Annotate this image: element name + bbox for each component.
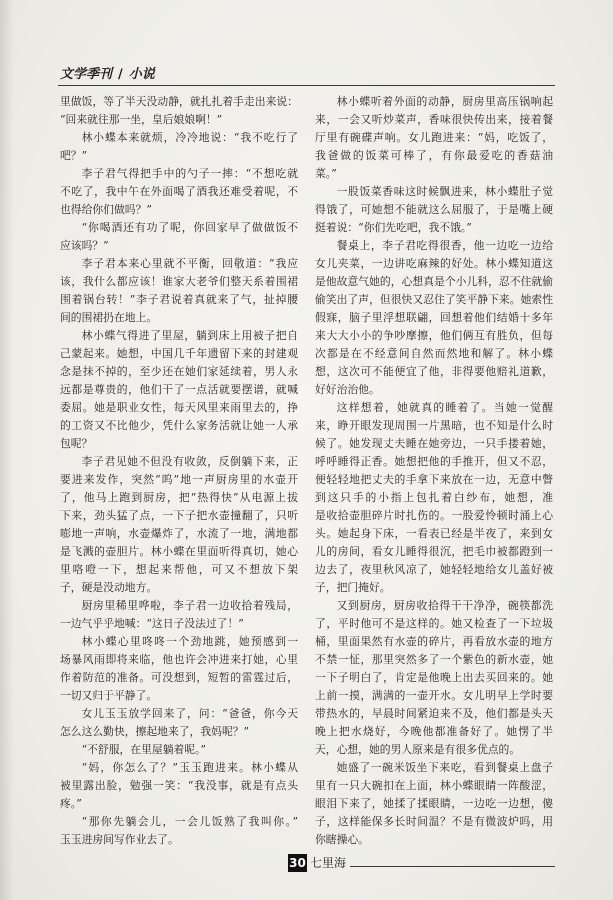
text-line: 又到厨房，厨房收拾得干干净净，碗筷都洗	[336, 599, 553, 612]
text-line: 一下子明白了，肯定是他晚上出去买回来的。她	[315, 671, 553, 684]
paragraph	[315, 597, 553, 759]
text-line: 玉玉进房间写作业去了。	[60, 833, 179, 846]
text-line: 下来，劲头猛了点，一下子把水壶撞翻了，只听	[60, 509, 298, 522]
text-line: 远都是尊贵的，他们干了一点活就要摆谱，就喊	[60, 383, 298, 396]
paragraph	[315, 93, 553, 183]
text-line: 头。她起身下床，一看表已经是半夜了，来到女	[315, 527, 553, 540]
text-line: 己蒙起来。她想，中国几千年遗留下来的封建观	[60, 347, 298, 360]
text-line: 她盛了一碗米饭坐下来吃，看到餐桌上盘子	[336, 761, 553, 774]
text-line: 场暴风雨即将来临，他也许会冲进来打她，心里	[60, 653, 298, 666]
text-line: 子，硬是没动地方。	[60, 581, 158, 594]
text-line: 林小蝶听着外面的动静，厨房里高压锅响起	[336, 95, 553, 108]
paragraph	[60, 327, 298, 453]
text-line: 上前一摸，满满的一壶开水。女儿明早上学时要	[315, 689, 553, 702]
text-line: 不吃了，我中午在外面喝了酒我还难受着呢，不	[60, 185, 298, 198]
text-line: 一切又归于平静了。	[60, 689, 158, 702]
paragraph	[60, 741, 298, 759]
paragraph	[60, 129, 298, 165]
paragraph	[60, 759, 298, 813]
text-line: 来，一会又听炒菜声，香味很快传出来，接着餐	[315, 113, 553, 126]
text-line: 委屈。她是职业女性，每天风里来雨里去的，挣	[60, 401, 298, 414]
text-line: 挺着说：“你们先吃吧，我不饿。”	[315, 221, 472, 234]
text-line: 里咯噔一下，想起来帮他，可又不想放下架	[60, 563, 298, 576]
text-line: 被里露出脸，勉强一笑：“我没事，就是有点头	[60, 779, 298, 792]
magazine-name: 文学季刊	[60, 67, 113, 82]
text-line: 呼呼睡得正香。她想把他的手推开，但又不忍，	[315, 455, 553, 468]
paragraph	[60, 93, 298, 129]
text-line: 一边气乎乎地喊：“这日子没法过了！”	[60, 617, 244, 630]
text-line: 菜。”	[315, 167, 337, 180]
section-name: 小说	[128, 67, 155, 82]
text-line: 李子君见她不但没有收敛，反倒躺下来，正	[81, 455, 298, 468]
text-line: “不舒服，在里屋躺着呢。”	[81, 743, 206, 756]
text-line: 晚上把水烧好，今晚他都准备好了。她愣了半	[315, 725, 553, 738]
text-line: 儿的房间，看女儿睡得很沉，把毛巾被都蹬到一	[315, 545, 553, 558]
text-line: 林小蝶气得进了里屋，躺到床上用被子把自	[81, 329, 298, 342]
text-line: 了，他马上跑到厨房，把“热得快”从电源上拔	[60, 491, 298, 504]
text-line: 也得给你们做吗？”	[60, 203, 152, 216]
text-line: 女儿玉玉放学回来了，问：“爸爸，你今天	[81, 707, 298, 720]
text-line: “那你先躺会儿，一会儿饭熟了我叫你。”	[81, 815, 298, 828]
text-line: 林小蝶心里咚咚一个劲地跳，她预感到一	[81, 635, 298, 648]
text-line: 厅里有碗碟声响。女儿跑进来：“妈，吃饭了，	[315, 131, 553, 144]
text-line: 想，这次可不能便宜了他，非得要他赔礼道歉，	[315, 365, 553, 378]
running-header	[60, 63, 155, 82]
text-line: 是他故意气她的，心想真是个小儿科，忍不住就偷	[315, 275, 553, 288]
paragraph	[315, 759, 553, 849]
text-line: 里有一只大碗扣在上面，林小蝶眼睛一阵酸涩，	[315, 779, 553, 792]
text-line: 林小蝶本来就烦，冷冷地说：“我不吃行了	[81, 131, 298, 144]
header-separator: /	[118, 67, 123, 82]
page-number: 30	[289, 856, 306, 870]
text-line: “妈，你怎么了？”玉玉跑进来。林小蝶从	[81, 761, 298, 774]
text-line: 好好治治他。	[315, 383, 380, 396]
text-line: 这样想着，她就真的睡着了。当她一觉醒	[336, 401, 553, 414]
text-line: 偷笑出了声，但很快又忍住了笑平静下来。她索性	[315, 293, 553, 306]
text-line: 李子君本来心里就不平衡，回敬道：“我应	[81, 257, 298, 270]
text-line: 不禁一怔，那里突然多了一个紫色的新水壶，她	[315, 653, 553, 666]
text-line: 要进来发作，突然“呜”地一声厨房里的水壶开	[60, 473, 298, 486]
text-line: 是收拾壶胆碎片时扎伤的。一股爱怜顿时涌上心	[315, 509, 553, 522]
paragraph	[60, 165, 298, 219]
text-line: 围着锅台转！”李子君说着真就来了气，扯掉腰	[60, 293, 298, 306]
text-line: 候了。她发现丈夫睡在她旁边，一只手搂着她，	[315, 437, 553, 450]
paragraph	[315, 237, 553, 399]
text-line: 该，我什么都应该！谁家大老爷们整天系着围裙	[60, 275, 298, 288]
text-line: 桶，里面果然有水壶的碎片，再看放水壶的地方	[315, 635, 553, 648]
text-line: 子，这样能保多长时间温？不是有微波炉吗，用	[315, 815, 553, 828]
text-line: 眼泪下来了，她揉了揉眼睛，一边吃一边想，傻	[315, 797, 553, 810]
left-text-column	[60, 93, 298, 849]
text-line: “你喝酒还有功了呢，你回家早了做做饭不	[81, 221, 298, 234]
text-line: 次都是在不经意间自然而然地和解了。林小蝶	[315, 347, 553, 360]
text-line: 来，睁开眼发现周围一片黑暗，也不知是什么时	[315, 419, 553, 432]
text-line: 应该吗？”	[60, 239, 109, 252]
text-line: 便轻轻地把丈夫的手拿下来放在一边，无意中瞥	[315, 473, 553, 486]
text-line: 包呢？	[60, 437, 93, 450]
header-divider	[58, 85, 555, 86]
paragraph	[60, 255, 298, 327]
text-line: 带热水的，早晨时间紧迫来不及，他们都是头天	[315, 707, 553, 720]
paragraph	[315, 183, 553, 237]
text-line: 一股饭菜香味这时候飘进来，林小蝶肚子觉	[336, 185, 553, 198]
text-line: 间的围裙扔在地上。	[60, 311, 158, 324]
text-line: 厨房里稀里哗啦，李子君一边收拾着残局，	[81, 599, 298, 612]
text-line: 吧？”	[60, 149, 88, 162]
footer-magazine-name: 七里海	[310, 856, 347, 870]
text-line: 餐桌上，李子君吃得很香，他一边吃一边给	[336, 239, 553, 252]
text-line: 边去了，夜里秋风凉了，她轻轻地给女儿盖好被	[315, 563, 553, 576]
text-line: 是飞溅的壶胆片。林小蝶在里面听得真切，她心	[60, 545, 298, 558]
text-line: 子，把门掩好。	[315, 581, 391, 594]
text-line: 天，心想，她的男人原来是有很多优点的。	[315, 743, 521, 756]
text-line: 来大大小小的争吵摩擦，他们俩互有胜负，但每	[315, 329, 553, 342]
text-line: 了，平时他可不是这样的。她又检查了一下垃圾	[315, 617, 553, 630]
paragraph	[60, 597, 298, 633]
text-line: 嘭地一声响，水壶爆炸了，水流了一地，满地都	[60, 527, 298, 540]
text-line: 疼。”	[60, 797, 82, 810]
text-line: 作着防范的准备。可没想到，短暂的雷霆过后，	[60, 671, 298, 684]
text-line: 你瞎操心。	[315, 833, 369, 846]
text-line: 李子君气得把手中的勺子一摔：“不想吃就	[81, 167, 298, 180]
paragraph	[60, 633, 298, 705]
text-line: 我爸做的饭菜可棒了，有你最爱吃的香菇油	[315, 149, 553, 162]
text-line: 的工资又不比他少，凭什么家务活就让她一人承	[60, 419, 298, 432]
text-line: 念是抹不掉的，至少还在她们家延续着，男人永	[60, 365, 298, 378]
text-line: 里做饭，等了半天没动静，就扎扎着手走出来说：	[60, 95, 298, 108]
text-line: 女儿夹菜，一边讲吃麻辣的好处。林小蝶知道这	[315, 257, 553, 270]
paragraph	[60, 705, 298, 741]
paragraph	[315, 399, 553, 597]
text-line: 得饿了，可她想不能就这么屈服了，于是嘴上硬	[315, 203, 553, 216]
text-line: 假寐，脑子里浮想联翩，回想着他们结婚十多年	[315, 311, 553, 324]
text-line: 怎么这么勤快，擦起地来了，我妈呢？”	[60, 725, 250, 738]
paragraph	[60, 219, 298, 255]
right-text-column	[315, 93, 553, 849]
footer-divider	[350, 866, 555, 867]
text-line: “回来就往那一坐，皇后娘娘啊！”	[60, 113, 223, 126]
paragraph	[60, 453, 298, 597]
text-line: 到这只手的小指上包扎着白纱布，她想，准	[315, 491, 553, 504]
paragraph	[60, 813, 298, 849]
